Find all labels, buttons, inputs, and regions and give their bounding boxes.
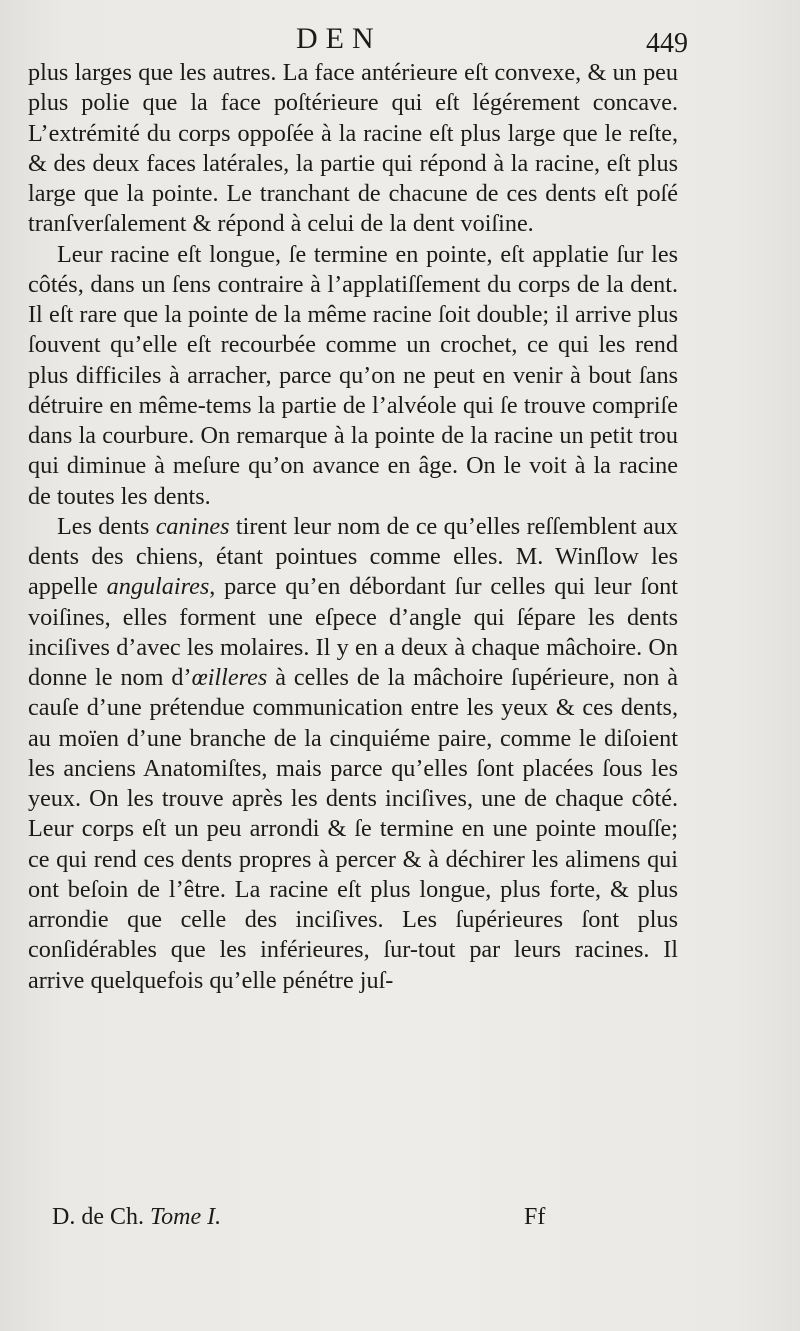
- body-text: [28, 58, 678, 996]
- running-head: [28, 22, 688, 62]
- paragraph-2: [28, 240, 678, 512]
- text-segment: Leur racine eſt longue, ſe termine en pointe, eſt applatie ſur les côtés, dans un ſens contraire à l’applatiſſement du corps de la dent. Il eſt rare que la pointe de la même racine ſoit double; il arrive plus ſouvent qu’elle eſt recourbée comme un crochet, ce qui les rend plus difficiles à arracher, parce qu’on ne peut en venir à bout ſans détruire en même-tems la partie de l’alvéole qui ſe trouve compriſe dans la courbure. On remarque à la pointe de la racine un petit trou qui diminue à meſure qu’on avance en âge. On le voit à la racine de toutes les dents.: [28, 240, 678, 510]
- signature-volume: Tome I.: [150, 1204, 222, 1230]
- running-head-title: DEN: [296, 22, 382, 55]
- italic-term-angulaires: angulaires: [106, 573, 210, 601]
- page-footer: [52, 1204, 672, 1238]
- signature-prefix: D. de Ch.: [52, 1204, 144, 1230]
- italic-term-oeilleres: œilleres: [191, 664, 268, 691]
- text-segment: plus larges que les autres. La face antérieure eſt convexe, & un peu plus polie que la face poſtérieure qui eſt légérement concave. L’extrémité du corps oppoſée à la racine eſt plus large que le reſte, & des deux faces latérales, la partie qui répond à la racine, eſt plus large que la pointe. Le tranchant de chacune de ces dents eſt poſé tranſverſalement & répond à celui de la dent voiſine.: [28, 59, 678, 238]
- gathering-mark: Ff: [524, 1204, 546, 1230]
- paragraph-1: [28, 58, 678, 240]
- text-segment: à celles de la mâchoire ſupérieure, non à cauſe d’une prétendue communication entre les yeux & ces dents, au moïen d’une branche de la cinquiéme paire, comme le diſoient les anciens Anatomiſtes, mais parce qu’elles ſont placées ſous les yeux. On les trouve après les dents inciſives, une de chaque côté. Leur corps eſt un peu arrondi & ſe termine en une pointe mouſſe; ce qui rend ces dents propres à percer & à déchirer les alimens qui ont beſoin de l’être. La racine eſt plus longue, plus forte, & plus arrondie que celle des inciſives. Les ſupérieures ſont plus conſidérables que les inférieures, ſur-tout par leurs racines. Il arrive quelquefois qu’elle pénétre juſ-: [28, 664, 678, 994]
- text-segment: Les dents: [57, 512, 156, 540]
- page-number: 449: [646, 28, 688, 59]
- signature-mark: [52, 1204, 221, 1231]
- text-segment: , parce qu’en débordant ſur celles qui leur ſont voiſines, elles forment une eſpece d’angle qui ſépare les dents inciſives d’avec les molaires. Il y en a deux à chaque mâchoire. On donne le nom d’: [28, 573, 678, 691]
- text-segment: tirent leur nom de ce qu’elles reſſemblent aux dents des chiens, étant pointues comme elles. M. Winſlow les appelle: [28, 512, 678, 601]
- paragraph-3: [28, 512, 678, 996]
- italic-term-canines: canines: [155, 512, 230, 540]
